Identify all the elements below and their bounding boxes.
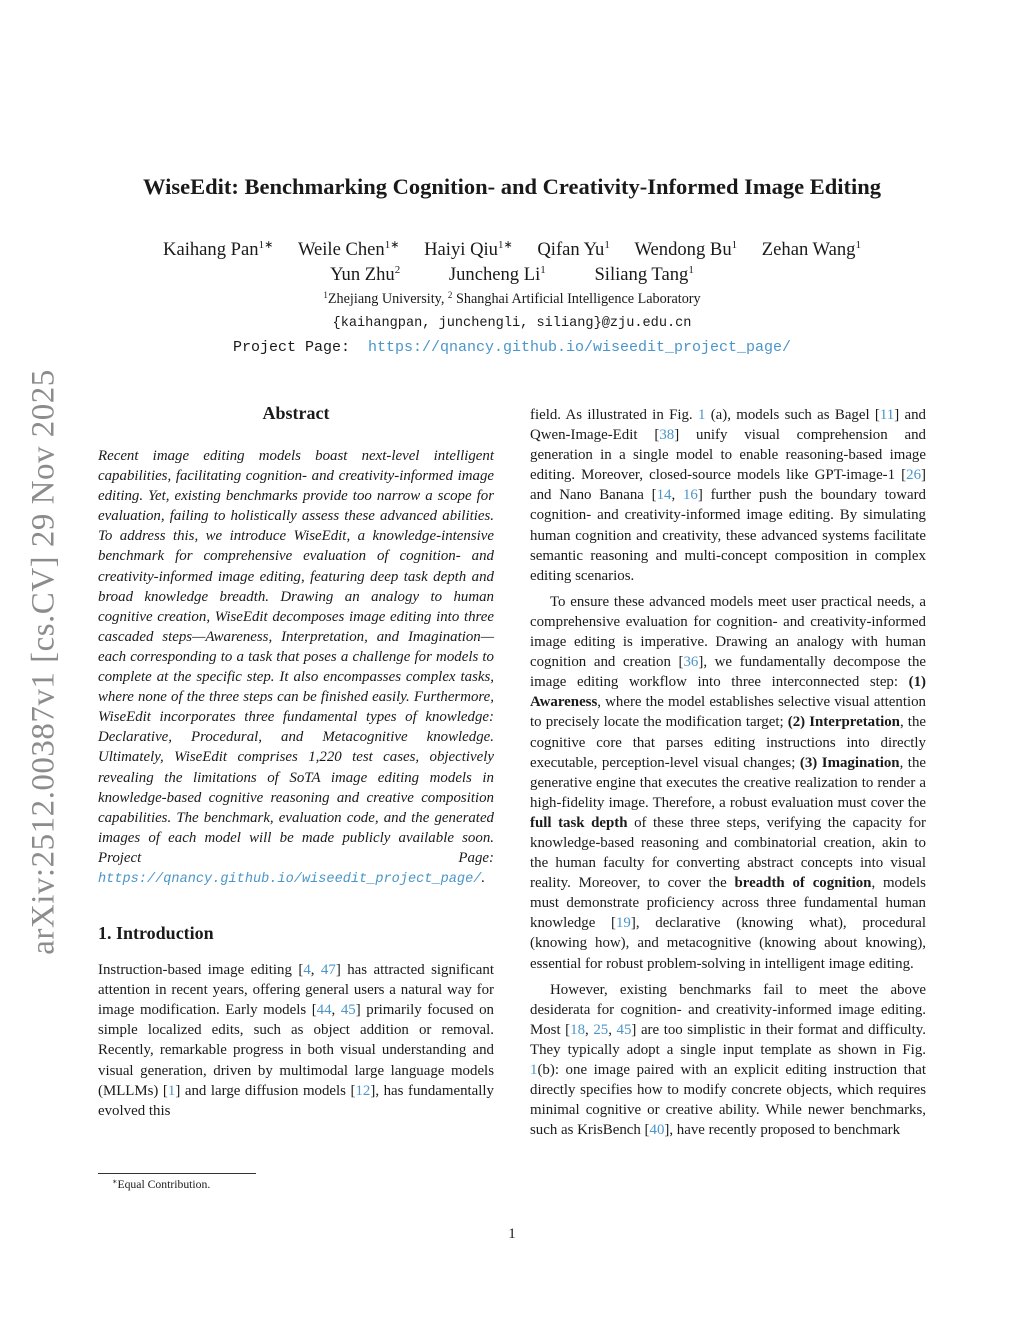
citation-link[interactable]: 4 xyxy=(303,962,311,979)
page-number: 1 xyxy=(508,1226,516,1242)
citation-link[interactable]: 26 xyxy=(906,467,922,484)
citation-link[interactable]: 1 xyxy=(167,1082,176,1099)
citation-link[interactable]: 40 xyxy=(649,1122,665,1139)
citation-link[interactable]: 44 xyxy=(316,1002,332,1019)
abstract-project-link[interactable]: https://qnancy.github.io/wiseedit_project_page/ xyxy=(98,871,482,887)
citation-link[interactable]: 14 xyxy=(656,487,672,504)
citation-link[interactable]: 38 xyxy=(659,427,675,444)
footnote: ∗Equal Contribution. xyxy=(112,1177,211,1191)
author: Haiyi Qiu$^{1∗}$ xyxy=(424,239,513,260)
author: Siliang Tang$^1$ xyxy=(594,264,694,285)
citation-link[interactable]: 45 xyxy=(340,1002,356,1019)
affiliations: $^1$Zhejiang University, $^2$ Shanghai Artificial Intelligence Laboratory xyxy=(323,290,701,307)
body-paragraph: field. As illustrated in Fig. 1 (a), models such as Bagel [11] and Qwen-Image-Edit [38] unify visual comprehension and generation in a single model to enable reasoning-based image editing. Moreover, closed-source models like GPT-image-1 [26] and Nano Banana [14, 16] further push the boundary toward cognition- and creativity-informed image editing. By simulating human cognition and creativity, these advanced systems facilitate semantic reasoning and multi-concept composition in complex editing scenarios. xyxy=(530,407,927,584)
citation-link[interactable]: 25 xyxy=(593,1021,609,1038)
figure-link[interactable]: 1 xyxy=(530,1062,538,1078)
author: Yun Zhu$^2$ xyxy=(330,264,401,285)
author: Kaihang Pan$^{1∗}$ xyxy=(163,239,274,260)
citation-link[interactable]: 18 xyxy=(570,1021,586,1038)
author: Qifan Yu$^1$ xyxy=(537,239,610,260)
authors-row-1 xyxy=(0,239,1024,261)
citation-link[interactable]: 12 xyxy=(355,1082,371,1099)
author: Wendong Bu$^1$ xyxy=(634,239,738,260)
arxiv-stamp: arXiv:2512.00387v1 [cs.CV] 29 Nov 2025 xyxy=(25,369,62,955)
citation-link[interactable]: 11 xyxy=(879,407,895,423)
citation-link[interactable]: 47 xyxy=(320,962,336,979)
footnote-rule xyxy=(98,1173,256,1174)
body-paragraph: To ensure these advanced models meet user practical needs, a comprehensive evaluation for cognition- and creativity-informed image editing is imperative. Drawing an analogy with human cognition and creation [36], we fundamentally decompose the image editing workflow into three interconnected step: (1) Awareness, where the model establishes selective visual attention to precisely locate the modification target; (2) Interpretation, the cognitive core that parses editing instructions into directly executable, perception-level visual changes; (3) Imagination, the generative engine that executes the creative realization to render a high-fidelity image. Therefore, a robust evaluation must cover the full task depth of these three steps, verifying the capacity for knowledge-based reasoning and combinatorial creation, akin to the human faculty for converting abstract concepts into visual reality. Moreover, to cover the breadth of cognition, models must demonstrate proficiency across three fundamental human knowledge [19], declarative (knowing what), procedural (knowing how), and metacognitive (knowing about knowing), essential for robust problem-solving in intelligent image editing. xyxy=(530,593,927,972)
project-page-line: Project Page: https://qnancy.github.io/wiseedit_project_page/ xyxy=(232,339,792,356)
citation-link[interactable]: 19 xyxy=(615,915,631,932)
figure-link[interactable]: 1 xyxy=(697,407,706,423)
left-column xyxy=(98,400,494,1127)
abstract-heading: Abstract xyxy=(262,403,330,423)
project-page-link[interactable]: https://qnancy.github.io/wiseedit_project_page/ xyxy=(367,339,792,356)
authors-row-2 xyxy=(0,264,1024,286)
abstract-text: Recent image editing models boast next-level intelligent capabilities, facilitating cognition- and creativity-informed image editing. Yet, existing benchmarks provide too narrow a scope for evaluation, failing to holistically assess these advanced abilities. To address this, we introduce WiseEdit, a knowledge-intensive benchmark for comprehensive evaluation of cognition- and creativity-informed image editing, featuring deep task depth and broad knowledge breadth. Drawing an analogy to human cognitive creation, WiseEdit decomposes image editing into three cascaded steps—Awareness, Interpretation, and Imagination—each corresponding to a task that poses a challenge for models to complete at the specific step. It also encompasses complex tasks, where none of the three steps can be finished easily. Furthermore, WiseEdit incorporates three fundamental types of knowledge: Declarative, Procedural, and Metacognitive knowledge. Ultimately, WiseEdit comprises 1,220 test cases, objectively revealing the limitations of SoTA image editing models in knowledge-based cognitive reasoning and creative composition capabilities. The benchmark, evaluation code, and the generated images of each model will be made publicly available soon. Project Page: https://qnancy.github.io/wiseedit_project_page/. xyxy=(98,448,494,887)
body-paragraph: However, existing benchmarks fail to meet the above desiderata for cognition- and creativity-informed image editing. Most [18, 25, 45] are too simplistic in their format and difficulty. They typically adopt a single input template as shown in Fig. 1(b): one image paired with an explicit editing instruction that directly specifies how to modify concrete objects, which requires minimal cognitive or creative ability. While newer benchmarks, such as KrisBench [40], have recently proposed to benchmark xyxy=(530,981,926,1139)
intro-paragraph: Instruction-based image editing [4, 47] has attracted significant attention in recent years, offering general users a natural way for image modification. Early models [44, 45] primarily focused on simple localized edits, such as object addition or removal. Recently, remarkable progress in both visual understanding and visual generation, driven by multimodal large language models (MLLMs) [1] and large diffusion models [12], has fundamentally evolved this xyxy=(98,962,494,1119)
author: Juncheng Li$^1$ xyxy=(448,264,546,285)
citation-link[interactable]: 45 xyxy=(616,1021,632,1038)
paper-title: WiseEdit: Benchmarking Cognition- and Creativity-Informed Image Editing xyxy=(143,174,881,199)
author-emails: {kaihangpan, junchengli, siliang}@zju.edu.cn xyxy=(332,316,692,331)
citation-link[interactable]: 36 xyxy=(683,654,699,671)
author: Zehan Wang$^1$ xyxy=(761,239,861,260)
right-column xyxy=(530,405,926,1146)
author: Weile Chen$^{1∗}$ xyxy=(297,239,400,260)
section-heading-introduction: 1. Introduction xyxy=(98,923,214,944)
citation-link[interactable]: 16 xyxy=(682,487,698,504)
